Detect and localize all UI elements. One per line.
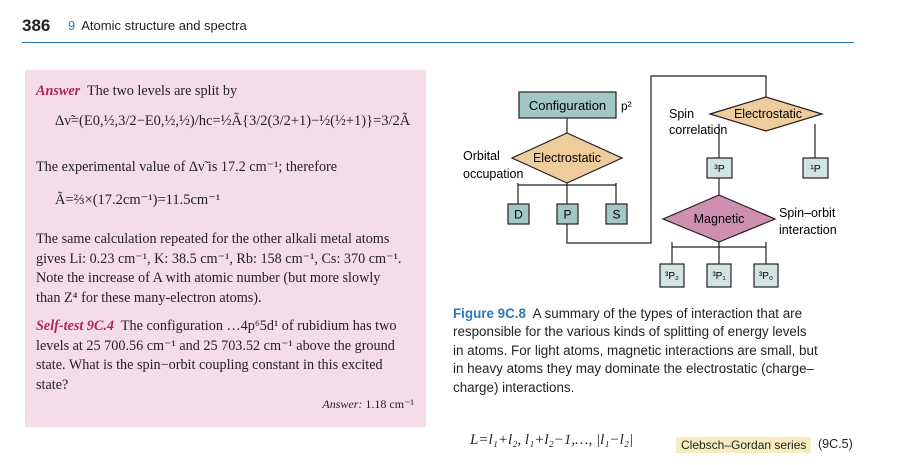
self-test-line: levels at 25 700.56 cm⁻¹ and 25 703.52 cm⁻¹ above the ground (36, 337, 395, 354)
experimental-line: The experimental value of Δν̃ is 17.2 cm⁻¹; therefore (36, 159, 338, 175)
paragraph-line: gives Li: 0.23 cm⁻¹, K: 38.5 cm⁻¹, Rb: 158 cm⁻¹, Cs: 370 cm⁻¹. (36, 250, 402, 267)
self-test-line: state. What is the spin−orbit coupling constant in this excited (36, 357, 383, 373)
caption-line (453, 305, 863, 323)
electrostatic-label: Electrostatic (532, 151, 602, 165)
interaction-label: interaction (779, 223, 837, 237)
equation-number: (9C.5) (818, 437, 853, 451)
term-s: S (612, 207, 621, 222)
page-number: 386 (22, 16, 51, 35)
answer-intro-text: The two levels are split by (87, 83, 238, 99)
caption-text: A summary of the types of interaction that are (532, 306, 803, 321)
series-label: Clebsch–Gordan series (676, 437, 811, 453)
level-p0: ³P₀ (758, 271, 774, 282)
caption-line: in heavy atoms they may dominate the electrostatic (charge– (453, 361, 814, 377)
occupation-label: occupation (463, 167, 524, 181)
caption-line: charge) interactions. (453, 379, 575, 395)
figure-label: Figure 9C.8 (453, 306, 526, 321)
chapter-number: 9 (68, 18, 76, 33)
paragraph-line: Note the increase of A with atomic number (but more slowly (36, 270, 381, 286)
spin-label: Spin (669, 107, 695, 121)
equation-a: Ã=⅔×(17.2cm⁻¹)=11.5cm⁻¹ (55, 192, 221, 208)
self-test-text: The configuration …4p⁶5d¹ of rubidium has two (120, 318, 397, 334)
state-triplet-p: ³P (714, 163, 725, 175)
spin-orbit-label: Spin–orbit (779, 206, 836, 220)
self-test (36, 317, 421, 395)
magnetic-label: Magnetic (693, 212, 745, 226)
configuration-label: Configuration (528, 98, 607, 113)
p2-label: p² (621, 99, 632, 113)
level-p1: ³P₁ (712, 271, 726, 282)
caption-line: responsible for the various kinds of splitting of energy levels (453, 324, 807, 340)
answer-value: 1.18 cm⁻¹ (365, 397, 414, 411)
term-p: P (563, 207, 572, 222)
orbital-label: Orbital (463, 149, 500, 163)
level-p2: ³P₂ (665, 271, 679, 282)
electrostatic-label-2: Electrostatic (733, 107, 803, 121)
self-test-line (36, 317, 421, 337)
chapter-title: Atomic structure and spectra (81, 18, 247, 33)
correlation-label: correlation (669, 123, 728, 137)
self-test-line: state? (36, 376, 69, 393)
equation-split: Δν̃=(E0,½,3/2−E0,½,½)/hc=½Ã{3/2(3/2+1)−½(½+1)}=3/2Ã (55, 113, 411, 129)
self-test-label: Self-test 9C.4 (36, 318, 115, 334)
self-test-answer (322, 397, 414, 412)
state-singlet-p: ¹P (810, 163, 821, 175)
caption-line: in atoms. For light atoms, magnetic interactions are small, but (453, 342, 818, 358)
term-d: D (514, 207, 523, 222)
answer-label: Answer (36, 83, 81, 99)
paragraph-line: than Z⁴ for these many-electron atoms). (36, 289, 262, 306)
clebsch-gordan-formula: L=l₁+l₂, l₁+l₂−1,…, |l₁−l₂| (470, 432, 634, 448)
figure-caption (453, 305, 863, 397)
paragraph-line: The same calculation repeated for the other alkali metal atoms (36, 231, 390, 247)
answer-prefix: Answer: (322, 397, 363, 411)
